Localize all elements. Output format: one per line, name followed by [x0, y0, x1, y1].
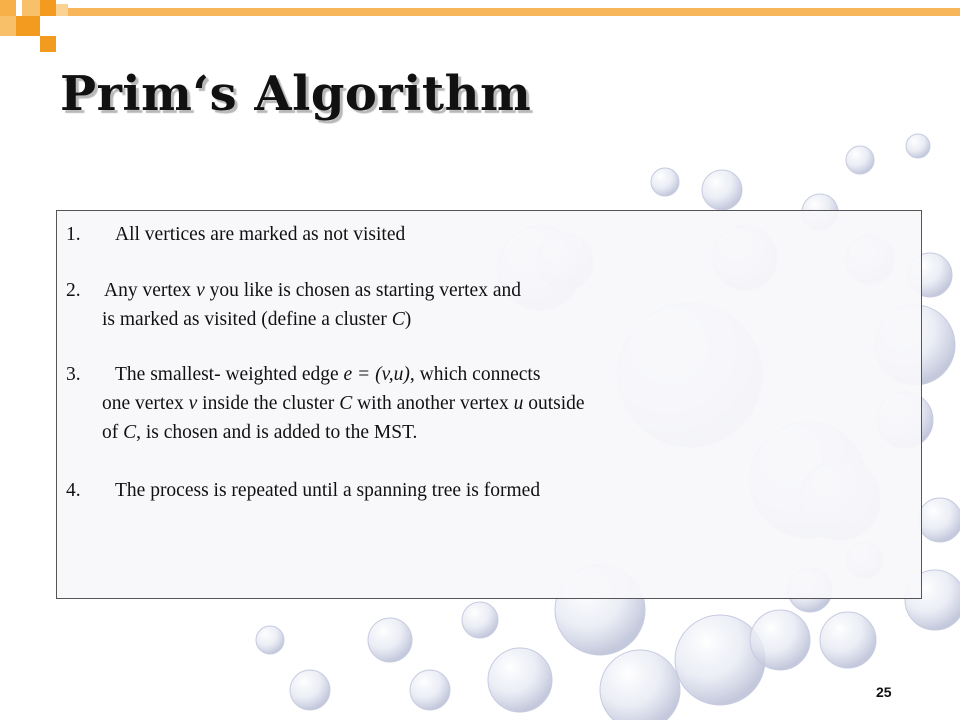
step-text: , is chosen and is added to the MST. [136, 422, 418, 443]
step-2-line-1 [66, 278, 521, 304]
step-number: 1. [66, 224, 81, 245]
bubble [462, 602, 498, 638]
step-text: All vertices are marked as not visited [115, 224, 406, 245]
corner-square [56, 4, 68, 16]
header-bar [68, 8, 960, 16]
step-3-line-3 [102, 420, 417, 446]
slide-title: Prim‘s Algorithm [60, 66, 532, 122]
corner-square [16, 16, 40, 36]
step-number: 3. [66, 364, 81, 385]
step-text: one vertex [102, 393, 189, 414]
step-3-line-2 [102, 391, 585, 417]
step-text: of [102, 422, 124, 443]
step-text: , which connects [409, 364, 541, 385]
step-text: Any vertex [104, 280, 197, 301]
step-1-line-1 [66, 222, 405, 248]
bubble [846, 146, 874, 174]
step-text: inside the cluster [197, 393, 340, 414]
step-text: C [123, 422, 137, 443]
step-text: The process is repeated until a spanning tree is formed [115, 480, 541, 501]
step-2-line-2 [102, 307, 411, 333]
bubble [750, 610, 810, 670]
step-4-line-1 [66, 478, 540, 504]
bubble [410, 670, 450, 710]
step-text: v [196, 280, 205, 301]
bubble [675, 615, 765, 705]
corner-square [22, 0, 40, 16]
step-3-line-1 [66, 362, 540, 388]
step-text: C [339, 393, 353, 414]
step-text: C [391, 309, 405, 330]
corner-square [0, 16, 16, 36]
step-text: e = (v,u) [343, 364, 410, 385]
corner-square [0, 0, 16, 16]
step-text: with another vertex [352, 393, 514, 414]
step-text: is marked as visited (define a cluster [102, 309, 392, 330]
step-text: ) [404, 309, 412, 330]
step-text: you like is chosen as starting vertex and [204, 280, 521, 301]
corner-square [40, 0, 56, 16]
bubble [651, 168, 679, 196]
bubble [290, 670, 330, 710]
bubble [918, 498, 960, 542]
step-text: u [513, 393, 524, 414]
bubble [820, 612, 876, 668]
corner-square [40, 36, 56, 52]
bubble [488, 648, 552, 712]
step-text: The smallest- weighted edge [115, 364, 344, 385]
step-text: v [188, 393, 198, 414]
step-number: 4. [66, 480, 81, 501]
step-number: 2. [66, 280, 81, 301]
bubble [256, 626, 284, 654]
bubble [702, 170, 742, 210]
step-text: outside [523, 393, 585, 414]
bubble [906, 134, 930, 158]
bubble [368, 618, 412, 662]
page-number: 25 [876, 684, 892, 700]
bubble [600, 650, 680, 720]
